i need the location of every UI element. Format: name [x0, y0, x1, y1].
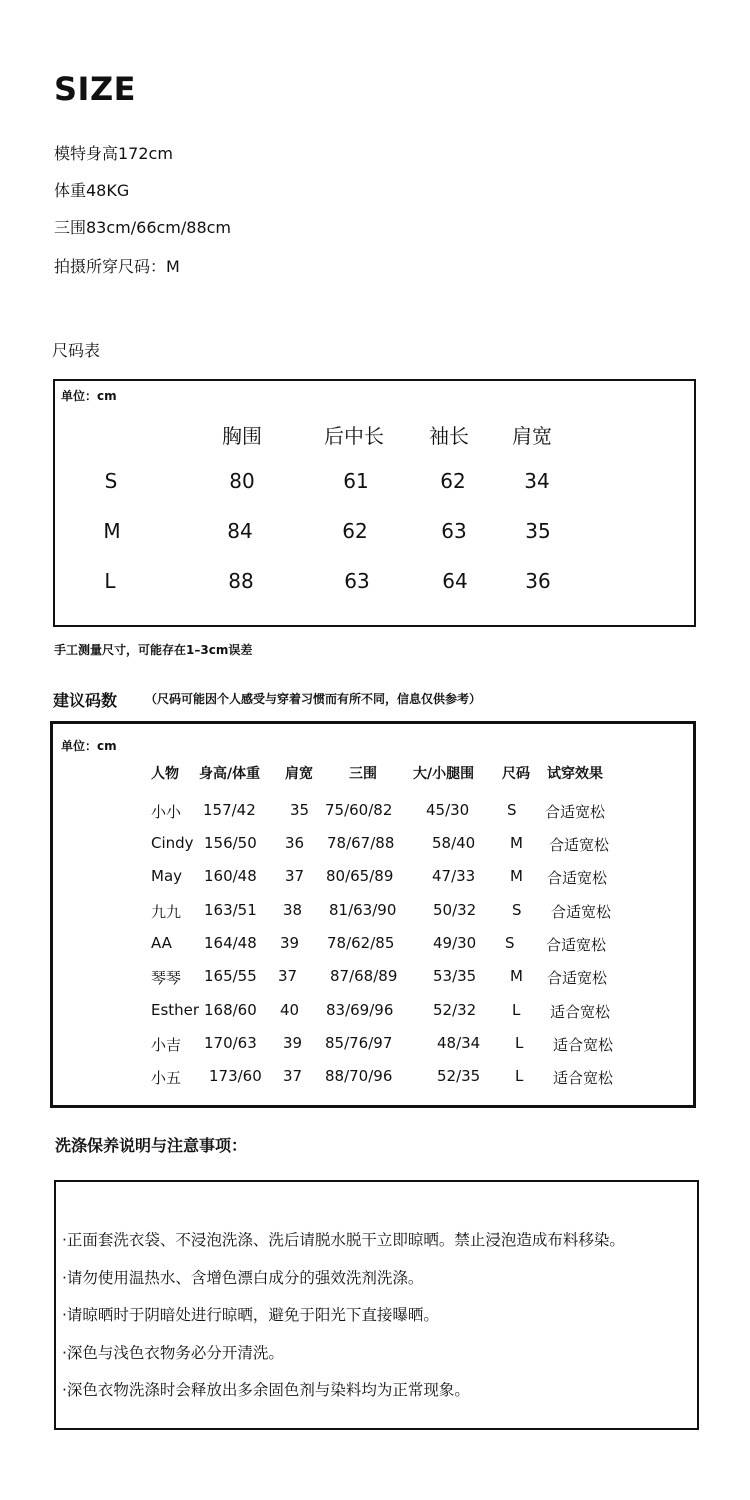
recommend-cell: AA	[151, 934, 172, 952]
recommend-header: 肩宽	[285, 766, 313, 782]
recommend-cell: 小小	[151, 803, 182, 821]
recommend-header: 三围	[349, 766, 377, 782]
recommend-cell: 88/70/96	[325, 1067, 393, 1085]
recommend-cell: 39	[283, 1034, 303, 1052]
recommend-cell: 78/62/85	[327, 934, 395, 952]
model-height: 模特身高172cm	[54, 144, 173, 163]
recommend-cell: 170/63	[204, 1034, 257, 1052]
size-value: 64	[442, 569, 468, 593]
recommend-cell: 58/40	[432, 834, 476, 852]
recommend-cell: 160/48	[204, 867, 257, 885]
recommend-cell: S	[512, 901, 522, 919]
size-value: 61	[343, 469, 369, 493]
recommend-cell: May	[151, 867, 183, 885]
recommend-cell: L	[515, 1067, 524, 1085]
care-title: 洗涤保养说明与注意事项：	[55, 1136, 248, 1155]
model-size-worn: 拍摄所穿尺码：M	[54, 257, 180, 276]
recommend-cell: 52/32	[433, 1001, 477, 1019]
recommend-cell: 87/68/89	[330, 967, 398, 985]
recommend-cell: 小五	[151, 1069, 182, 1087]
recommend-note: （尺码可能因个人感受与穿着习惯而有所不同，信息仅供参考）	[145, 692, 482, 706]
recommend-cell: 36	[285, 834, 305, 852]
recommend-cell: 85/76/97	[325, 1034, 393, 1052]
recommend-cell: 47/33	[432, 867, 476, 885]
size-chart-header: 袖长	[429, 424, 469, 448]
recommend-cell: 164/48	[204, 934, 257, 952]
recommend-cell: 53/35	[433, 967, 477, 985]
recommend-cell: 37	[278, 967, 298, 985]
care-item: ·深色衣物洗涤时会释放出多余固色剂与染料均为正常现象。	[62, 1381, 470, 1399]
size-value: 35	[525, 519, 551, 543]
recommend-header: 身高/体重	[199, 766, 261, 782]
recommend-cell: 80/65/89	[326, 867, 394, 885]
recommend-cell: 45/30	[426, 801, 470, 819]
recommend-cell: 合适宽松	[549, 836, 610, 854]
care-item: ·深色与浅色衣物务必分开清洗。	[62, 1344, 284, 1362]
recommend-header: 尺码	[502, 766, 530, 782]
recommend-cell: 37	[285, 867, 305, 885]
care-item: ·请勿使用温热水、含增色漂白成分的强效洗剂洗涤。	[62, 1269, 424, 1287]
recommend-cell: 合适宽松	[546, 936, 607, 954]
recommend-cell: 35	[290, 801, 310, 819]
recommend-cell: L	[512, 1001, 521, 1019]
size-value: 84	[227, 519, 253, 543]
recommend-cell: 52/35	[437, 1067, 481, 1085]
size-chart-header: 肩宽	[512, 424, 552, 448]
size-chart-title: 尺码表	[52, 341, 101, 360]
recommend-cell: M	[510, 867, 523, 885]
recommend-cell: S	[505, 934, 515, 952]
care-item: ·正面套洗衣袋、不浸泡洗涤、洗后请脱水脱干立即晾晒。禁止浸泡造成布料移染。	[62, 1231, 625, 1249]
recommend-cell: 48/34	[437, 1034, 481, 1052]
recommend-cell: M	[510, 967, 523, 985]
recommend-cell: 37	[283, 1067, 303, 1085]
recommend-cell: 合适宽松	[547, 969, 608, 987]
model-weight: 体重48KG	[54, 181, 130, 200]
recommend-cell: 合适宽松	[547, 869, 608, 887]
recommend-header: 大/小腿围	[413, 766, 475, 782]
recommend-cell: Esther	[151, 1001, 200, 1019]
recommend-cell: 157/42	[203, 801, 256, 819]
recommend-cell: M	[510, 834, 523, 852]
size-value: 34	[524, 469, 550, 493]
size-value: 62	[342, 519, 368, 543]
recommend-cell: 40	[280, 1001, 300, 1019]
recommend-cell: 合适宽松	[551, 903, 612, 921]
size-chart-header: 后中长	[324, 424, 384, 448]
recommend-cell: 75/60/82	[325, 801, 393, 819]
recommend-cell: Cindy	[151, 834, 194, 852]
recommend-cell: 156/50	[204, 834, 257, 852]
model-measurements: 三围83cm/66cm/88cm	[54, 218, 232, 237]
recommend-header: 人物	[151, 766, 179, 782]
recommend-cell: 合适宽松	[545, 803, 606, 821]
size-value: 88	[228, 569, 254, 593]
recommend-cell: 小吉	[151, 1036, 182, 1054]
recommend-cell: 九九	[151, 903, 182, 921]
recommend-cell: 适合宽松	[553, 1036, 614, 1054]
size-value: 63	[344, 569, 370, 593]
recommend-cell: 168/60	[204, 1001, 257, 1019]
recommend-cell: 39	[280, 934, 300, 952]
recommend-title: 建议码数	[53, 691, 118, 710]
recommend-cell: 173/60	[209, 1067, 262, 1085]
size-chart-header: 胸围	[222, 424, 262, 448]
page-title: SIZE	[54, 70, 137, 108]
size-value: 36	[525, 569, 551, 593]
recommend-cell: 50/32	[433, 901, 477, 919]
recommend-cell: 适合宽松	[550, 1003, 611, 1021]
recommend-cell: L	[515, 1034, 524, 1052]
recommend-cell: 适合宽松	[553, 1069, 614, 1087]
measurement-note: 手工测量尺寸，可能存在1–3cm误差	[54, 643, 253, 657]
recommend-cell: 81/63/90	[329, 901, 397, 919]
recommend-cell: 49/30	[433, 934, 477, 952]
recommend-cell: 78/67/88	[327, 834, 395, 852]
size-chart-unit: 单位：cm	[61, 389, 117, 403]
size-value: 63	[441, 519, 467, 543]
recommend-cell: 165/55	[204, 967, 257, 985]
recommend-cell: 163/51	[204, 901, 257, 919]
recommend-unit: 单位：cm	[61, 739, 117, 753]
size-label: S	[104, 469, 118, 493]
size-label: M	[103, 519, 121, 543]
care-item: ·请晾晒时于阴暗处进行晾晒，避免于阳光下直接曝晒。	[62, 1306, 439, 1324]
recommend-cell: 琴琴	[151, 969, 182, 987]
size-label: L	[104, 569, 116, 593]
size-value: 80	[229, 469, 255, 493]
size-value: 62	[440, 469, 466, 493]
recommend-cell: 83/69/96	[326, 1001, 394, 1019]
recommend-cell: S	[507, 801, 517, 819]
recommend-cell: 38	[283, 901, 303, 919]
recommend-header: 试穿效果	[547, 766, 603, 782]
